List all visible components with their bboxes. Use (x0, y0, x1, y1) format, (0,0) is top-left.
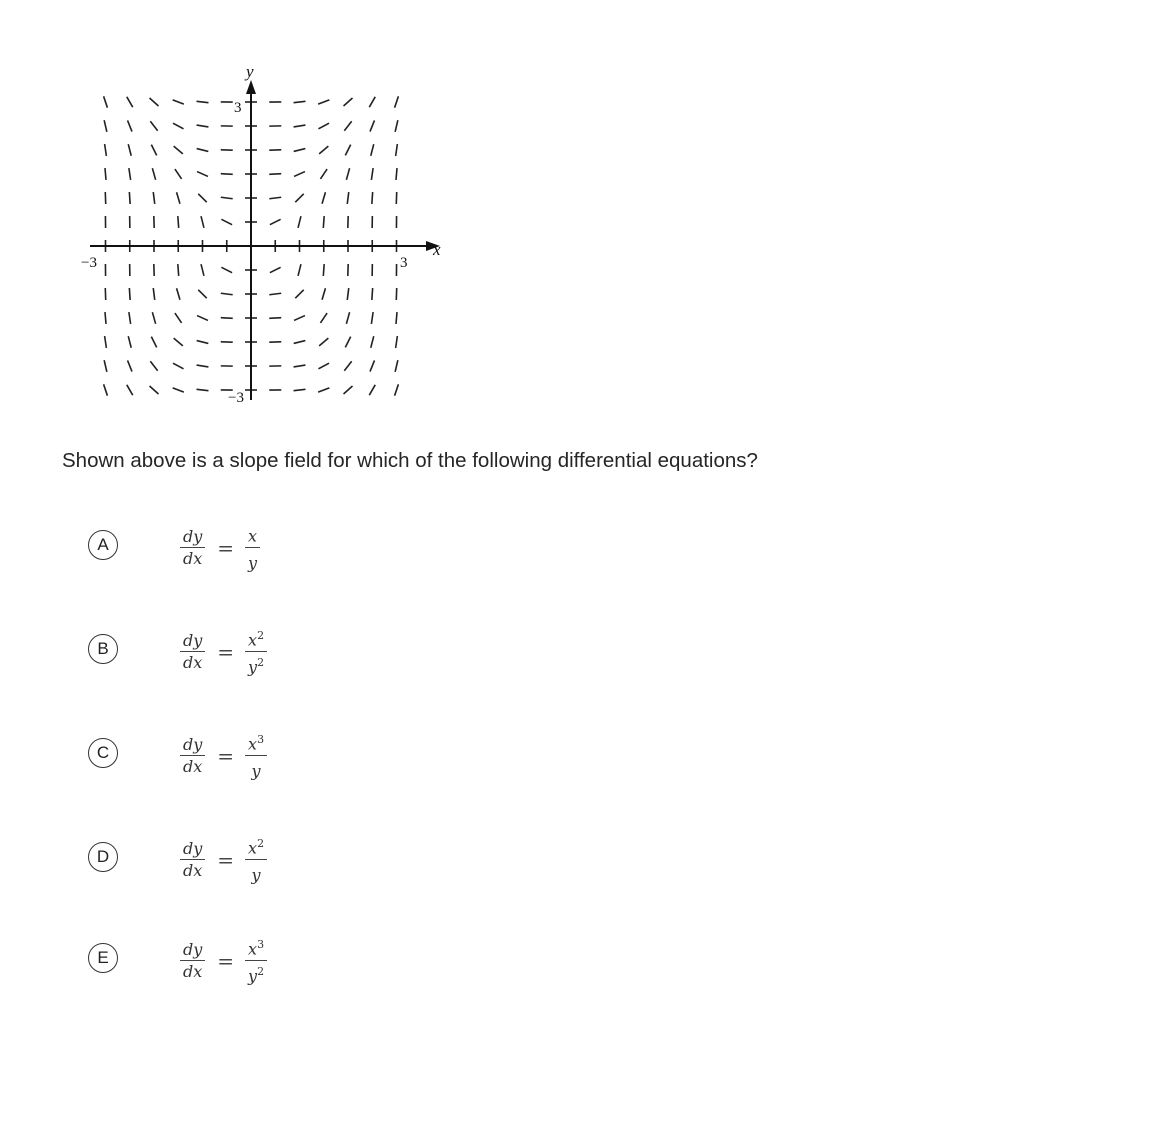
slope-segment (320, 313, 327, 323)
slope-segment (370, 360, 374, 371)
slope-segment (221, 174, 233, 175)
slope-segment (151, 145, 156, 156)
slope-field-figure (60, 50, 460, 420)
slope-segment (104, 120, 107, 132)
slope-segment (319, 338, 328, 346)
slope-segment (318, 363, 329, 369)
slope-segment (197, 149, 209, 152)
slope-segment (269, 318, 281, 319)
slope-segment (173, 100, 184, 104)
slope-segment (395, 384, 399, 395)
slope-segment (105, 336, 107, 348)
slope-segment (221, 197, 233, 198)
slope-segment (372, 192, 373, 204)
lhs-fraction: $\frac{dy}{dx}$ (180, 735, 205, 776)
slope-segment (197, 341, 209, 344)
slope-segment (201, 216, 204, 228)
slope-segment (197, 389, 209, 390)
slope-segment (371, 336, 374, 348)
slope-segment (395, 96, 399, 107)
slope-segment (294, 125, 306, 127)
slope-segment (347, 192, 348, 204)
choice-d[interactable] (88, 829, 488, 889)
slope-segment (221, 293, 233, 294)
choice-b[interactable] (88, 621, 488, 681)
slope-segment (173, 123, 184, 129)
choice-d-badge[interactable]: D (88, 842, 118, 872)
slope-segment (175, 313, 182, 323)
slope-segment (319, 146, 328, 154)
slope-segment (318, 100, 329, 104)
lhs-fraction: $\frac{dy}{dx}$ (180, 940, 205, 981)
slope-segment (177, 192, 180, 204)
slope-segment (323, 264, 324, 276)
x-min-tick-label: −3 (81, 255, 97, 271)
slope-segment (270, 219, 281, 224)
slope-segment (318, 388, 329, 392)
slope-segment (344, 361, 351, 370)
slope-segment (105, 312, 106, 324)
choice-a-badge[interactable]: A (88, 530, 118, 560)
slope-segment (346, 168, 349, 180)
choice-b-equation: $\frac{dy}{dx}$ = $\frac{x^2}{y^2}$ (180, 621, 267, 681)
slope-segment (295, 290, 303, 298)
slope-segment (221, 318, 233, 319)
slope-segment (396, 168, 397, 180)
slope-segment (201, 264, 204, 276)
slope-segment (104, 96, 108, 107)
y-min-tick-label: −3 (228, 390, 244, 406)
choice-b-badge[interactable]: B (88, 634, 118, 664)
slope-segment (105, 168, 106, 180)
slope-segment (270, 267, 281, 272)
slope-segment (371, 144, 374, 156)
rhs-fraction: $\frac{x}{y}$ (245, 522, 260, 572)
slope-segment (150, 361, 157, 370)
slope-segment (294, 316, 305, 321)
slope-segment (175, 169, 182, 179)
y-max-tick-label: 3 (234, 100, 242, 116)
slope-segment (396, 312, 397, 324)
choice-d-equation: $\frac{dy}{dx}$ = $\frac{x^2}{y}$ (180, 829, 267, 889)
slope-segment (346, 312, 349, 324)
slope-segment (396, 144, 398, 156)
choice-c-equation: $\frac{dy}{dx}$ = $\frac{x^3}{y}$ (180, 725, 267, 785)
slope-segment (129, 288, 130, 300)
slope-segment (152, 312, 155, 324)
slope-segment (173, 363, 184, 369)
slope-segment (371, 312, 373, 324)
slope-segment (369, 97, 375, 107)
slope-segment (128, 144, 131, 156)
slope-segment (153, 288, 154, 300)
y-axis-label: y (246, 62, 254, 81)
slope-segment (127, 97, 133, 107)
slope-segment (197, 316, 208, 321)
slope-segment (344, 386, 353, 394)
slope-segment (197, 125, 209, 127)
choice-e-equation: $\frac{dy}{dx}$ = $\frac{x^3}{y^2}$ (180, 930, 267, 990)
slope-segment (221, 267, 232, 272)
slope-segment (104, 384, 108, 395)
slope-segment (298, 216, 301, 228)
slope-segment (128, 120, 132, 131)
choice-c-badge[interactable]: C (88, 738, 118, 768)
y-axis-arrowhead (246, 80, 256, 94)
slope-segment (150, 121, 157, 130)
slope-segment (129, 312, 131, 324)
question-text: Shown above is a slope field for which of the following differential equations? (62, 449, 758, 472)
slope-segment (128, 360, 132, 371)
slope-segment (152, 168, 155, 180)
slope-segment (269, 293, 281, 294)
slope-segment (322, 192, 325, 204)
slope-segment (294, 149, 306, 152)
slope-segment (221, 219, 232, 224)
slope-segment (323, 216, 324, 228)
slope-segment (396, 336, 398, 348)
slope-segment (178, 264, 179, 276)
slope-segment (104, 360, 107, 372)
slope-segment (294, 365, 306, 367)
choice-c[interactable] (88, 725, 488, 785)
slope-segment (294, 172, 305, 177)
slope-segment (322, 288, 325, 300)
choice-e[interactable] (88, 930, 488, 990)
slope-segment (295, 194, 303, 202)
rhs-fraction: $\frac{x^2}{y^2}$ (245, 626, 267, 676)
slope-segment (345, 145, 350, 156)
slope-segment (127, 385, 133, 395)
slope-segment (370, 120, 374, 131)
slope-segment (294, 341, 306, 344)
slope-segment (198, 194, 206, 202)
rhs-fraction: $\frac{x^3}{y^2}$ (245, 935, 267, 985)
choice-e-badge[interactable]: E (88, 943, 118, 973)
slope-segment (347, 288, 348, 300)
slope-segment (269, 197, 281, 198)
slope-segment (395, 360, 398, 372)
slope-segment (173, 388, 184, 392)
slope-segment (105, 144, 107, 156)
slope-segment (344, 98, 353, 106)
slope-segment (369, 385, 375, 395)
slope-segment (178, 216, 179, 228)
slope-segment (129, 168, 131, 180)
slope-segment (151, 337, 156, 348)
slope-segment (320, 169, 327, 179)
slope-segment (197, 172, 208, 177)
slope-segment (372, 288, 373, 300)
slope-segment (128, 336, 131, 348)
slope-segment (174, 146, 183, 154)
slope-segment (298, 264, 301, 276)
slope-segment (150, 386, 159, 394)
rhs-fraction: $\frac{x^2}{y}$ (245, 834, 267, 884)
slope-segment (395, 120, 398, 132)
x-axis-label: x (433, 240, 441, 259)
slope-segment (174, 338, 183, 346)
slope-segment (294, 101, 306, 102)
slope-segment (294, 389, 306, 390)
slope-segment (177, 288, 180, 300)
slope-segment (150, 98, 159, 106)
choice-a-equation: $\frac{dy}{dx}$ = $\frac{x}{y}$ (180, 517, 260, 577)
slope-segment (269, 174, 281, 175)
lhs-fraction: $\frac{dy}{dx}$ (180, 839, 205, 880)
lhs-fraction: $\frac{dy}{dx}$ (180, 527, 205, 568)
slope-segment (153, 192, 154, 204)
slope-segment (129, 192, 130, 204)
x-max-tick-label: 3 (400, 255, 408, 271)
slope-segment (345, 337, 350, 348)
choice-a[interactable] (88, 517, 488, 577)
slope-segment (198, 290, 206, 298)
slope-segment (197, 365, 209, 367)
slope-segment (344, 121, 351, 130)
rhs-fraction: $\frac{x^3}{y}$ (245, 730, 267, 780)
slope-segment (197, 101, 209, 102)
lhs-fraction: $\frac{dy}{dx}$ (180, 631, 205, 672)
slope-segment (371, 168, 373, 180)
slope-segment (318, 123, 329, 129)
